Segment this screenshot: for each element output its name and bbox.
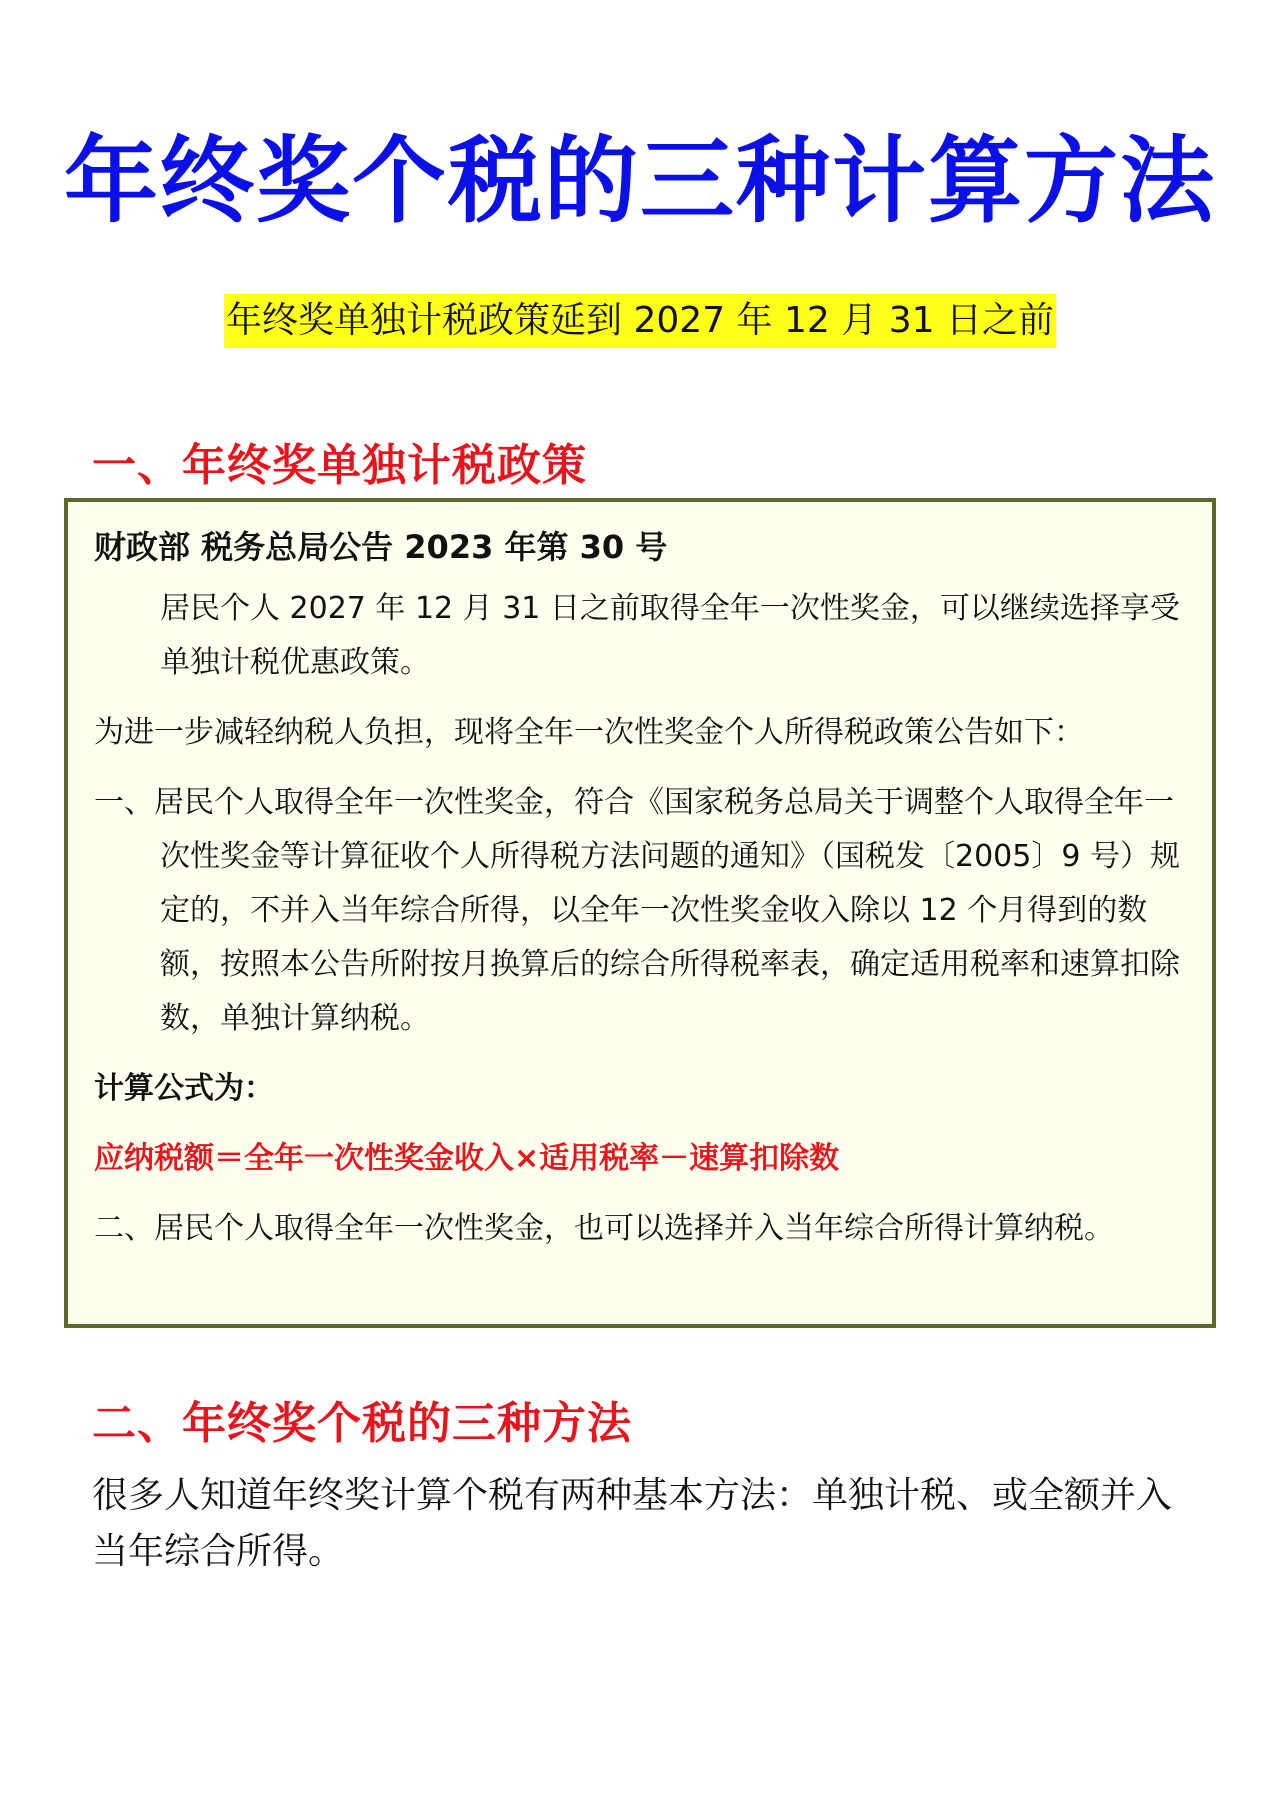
notice-paragraph-3: 一、居民个人取得全年一次性奖金，符合《国家税务总局关于调整个人取得全年一次性奖金等计算征收个人所得税方法问题的通知》（国税发〔2005〕9 号）规定的，不并入当年综合所得，以全年一次性奖金收入除以 12 个月得到的数额，按照本公告所附按月换算后的综合所得税率表，确定适用税率和速算扣除数，单独计算纳税。 [94, 785, 1180, 1036]
tax-formula: 应纳税额＝全年一次性奖金收入×适用税率－速算扣除数 [94, 1141, 840, 1176]
notice-paragraph-4: 二、居民个人取得全年一次性奖金，也可以选择并入当年综合所得计算纳税。 [94, 1211, 1114, 1246]
page-title: 年终奖个税的三种计算方法 [63, 127, 1216, 236]
notice-heading: 财政部 税务总局公告 2023 年第 30 号 [94, 528, 668, 566]
formula-label: 计算公式为： [94, 1071, 274, 1106]
policy-notice-box [64, 498, 1216, 1328]
notice-paragraph-2: 为进一步减轻纳税人负担，现将全年一次性奖金个人所得税政策公告如下： [94, 715, 1084, 750]
intro-paragraph: 很多人知道年终奖计算个税有两种基本方法：单独计税、或全额并入当年综合所得。 [92, 1475, 1173, 1572]
subtitle-wrapper [0, 294, 1280, 348]
section-heading-2: 二、年终奖个税的三种方法 [92, 1398, 632, 1449]
section-heading-1: 一、年终奖单独计税政策 [92, 440, 587, 491]
notice-paragraph-1: 居民个人 2027 年 12 月 31 日之前取得全年一次性奖金，可以继续选择享受单独计税优惠政策。 [160, 591, 1180, 680]
highlighted-subtitle: 年终奖单独计税政策延到 2027 年 12 月 31 日之前 [224, 294, 1056, 348]
